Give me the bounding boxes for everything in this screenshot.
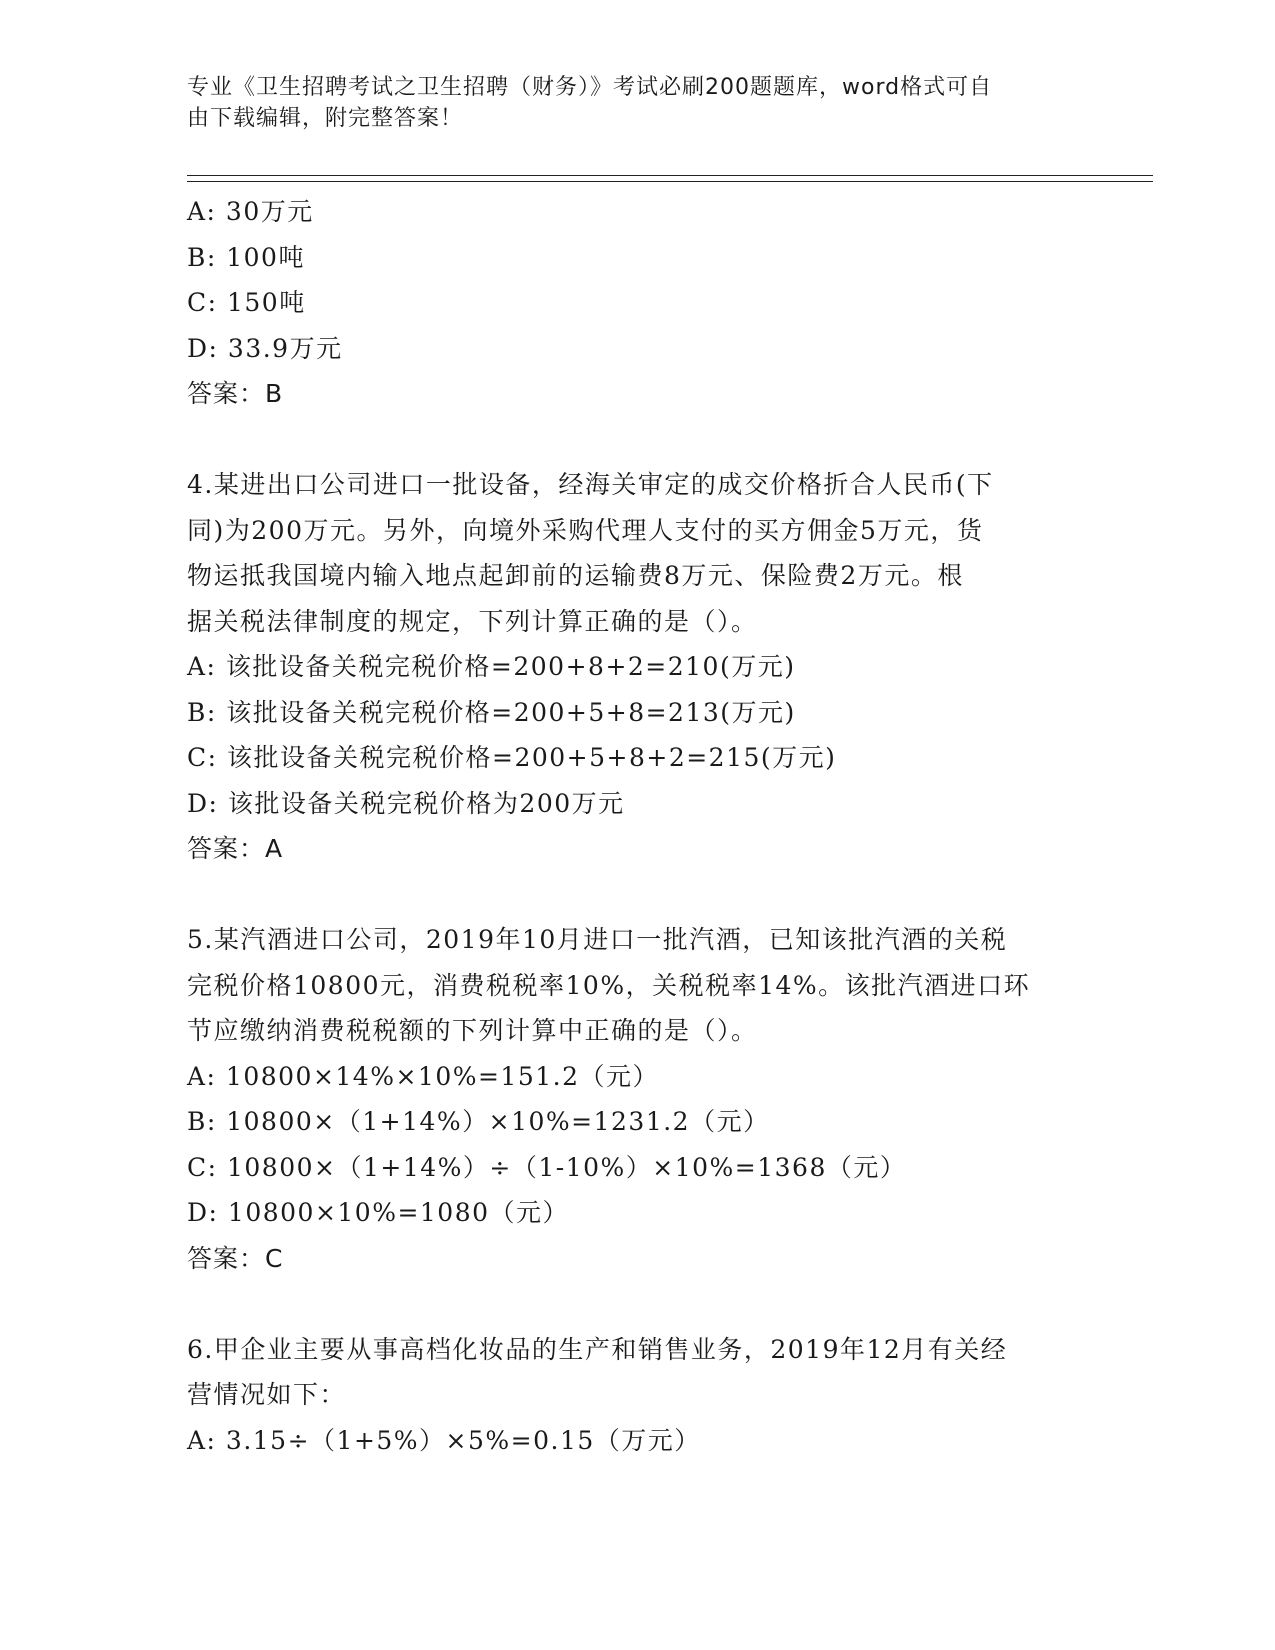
header-line-1: 专业《卫生招聘考试之卫生招聘（财务）》考试必刷200题题库，word格式可自 — [187, 75, 993, 100]
option-c: C: 150吨 — [187, 288, 306, 317]
stem-line: 物运抵我国境内输入地点起卸前的运输费8万元、保险费2万元。根 — [187, 561, 964, 590]
document-header — [187, 72, 1067, 134]
option-a: A: 该批设备关税完税价格=200+8+2=210(万元) — [187, 652, 796, 681]
spacer — [187, 872, 1087, 918]
option-a: A: 10800×14%×10%=151.2（元） — [187, 1061, 659, 1091]
stem-line: 5.某汽酒进口公司，2019年10月进口一批汽酒，已知该批汽酒的关税 — [187, 925, 1008, 954]
spacer — [187, 417, 1087, 463]
question-4 — [187, 462, 1087, 872]
option-d: D: 该批设备关税完税价格为200万元 — [187, 788, 625, 818]
stem-line: 同)为200万元。另外，向境外采购代理人支付的买方佣金5万元，货 — [187, 515, 984, 545]
stem-line: 据关税法律制度的规定，下列计算正确的是（）。 — [187, 606, 758, 636]
answer-line: 答案：A — [187, 834, 284, 863]
answer-line: 答案：C — [187, 1243, 284, 1273]
option-b: B: 100吨 — [187, 242, 305, 272]
option-b: B: 该批设备关税完税价格=200+5+8=213(万元) — [187, 697, 796, 727]
option-a: A: 30万元 — [187, 197, 314, 226]
stem-line: 4.某进出口公司进口一批设备，经海关审定的成交价格折合人民币(下 — [187, 470, 994, 499]
question-stem — [187, 462, 1067, 644]
spacer — [187, 1281, 1087, 1327]
option-c: C: 10800×（1+14%）÷（1-10%）×10%=1368（元） — [187, 1152, 907, 1182]
question-stem — [187, 917, 1067, 1054]
option-d: D: 10800×10%=1080（元） — [187, 1198, 570, 1227]
option-c: C: 该批设备关税完税价格=200+5+8+2=215(万元) — [187, 743, 837, 772]
document-body — [187, 189, 1087, 1463]
option-a: A: 3.15÷（1+5%）×5%=0.15（万元） — [187, 1425, 701, 1455]
answer-line: 答案：B — [187, 379, 284, 408]
stem-line: 完税价格10800元，消费税税率10%，关税税率14%。该批汽酒进口环 — [187, 970, 1031, 1000]
stem-line: 6.甲企业主要从事高档化妆品的生产和销售业务，2019年12月有关经 — [187, 1334, 1008, 1364]
option-b: B: 10800×（1+14%）×10%=1231.2（元） — [187, 1107, 770, 1136]
option-d: D: 33.9万元 — [187, 333, 343, 363]
question-6 — [187, 1327, 1087, 1464]
question-5 — [187, 917, 1087, 1281]
header-line-2: 由下载编辑，附完整答案！ — [187, 106, 464, 131]
header-rule-bottom — [187, 181, 1153, 182]
header-rule-top — [187, 175, 1153, 176]
stem-line: 节应缴纳消费税税额的下列计算中正确的是（）。 — [187, 1016, 758, 1045]
stem-line: 营情况如下： — [187, 1380, 347, 1409]
question-3 — [187, 189, 1087, 417]
question-stem — [187, 1327, 1067, 1418]
